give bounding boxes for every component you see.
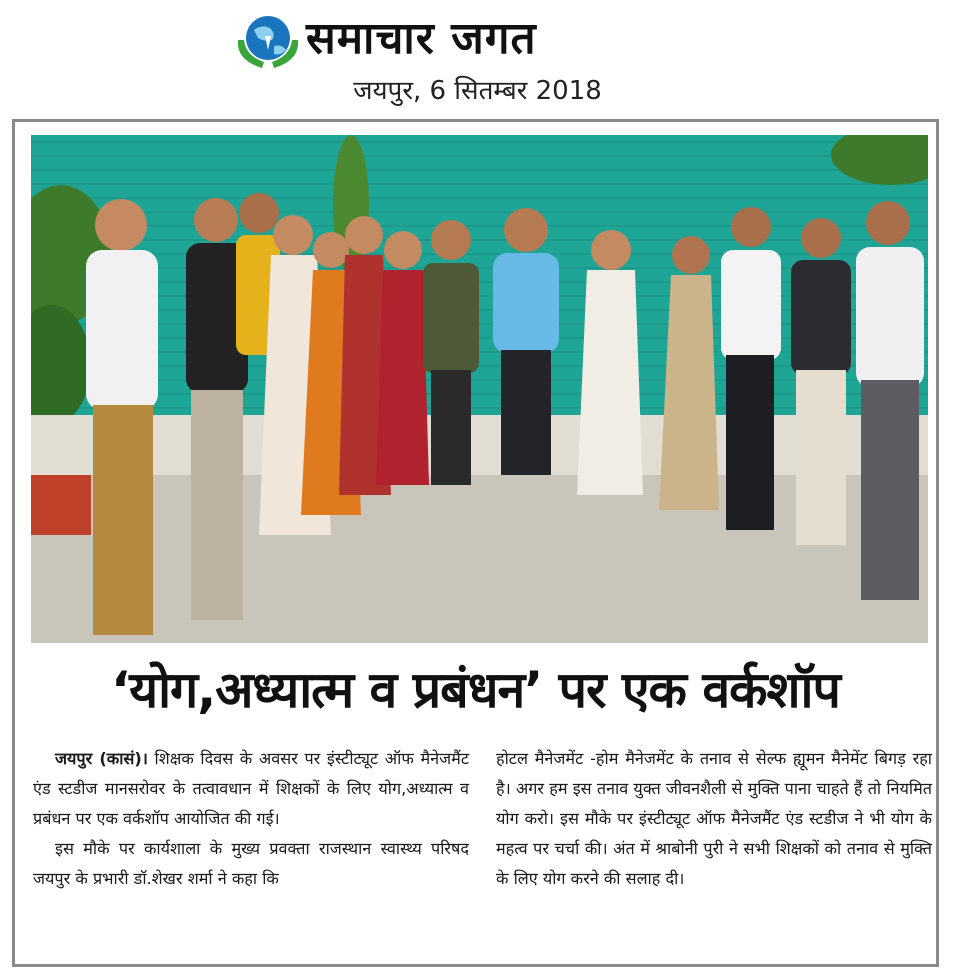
article-paragraph [33, 744, 469, 834]
article-right-column [496, 744, 932, 894]
newspaper-title: समाचार जगत [306, 13, 537, 64]
headline: ‘योग,अध्यात्म व प्रबंधन’ पर एक वर्कशॉप [111, 661, 840, 719]
news-clipping [12, 119, 939, 967]
article-left-column [33, 744, 469, 894]
edition-dateline: जयपुर, 6 सितम्बर 2018 [353, 76, 602, 106]
article-text: शिक्षक दिवस के अवसर पर इंस्टीट्यूट ऑफ मैनेजमैंट एंड स्टडीज मानसरोवर के तत्वावधान में शिक्षकों के लिए योग,अध्यात्म व प्रबंधन पर एक वर्कशॉप आयोजित की गई। [33, 749, 469, 828]
masthead [0, 6, 955, 118]
article-paragraph: इस मौके पर कार्यशाला के मुख्य प्रवक्ता राजस्थान स्वास्थ्य परिषद जयपुर के प्रभारी डॉ.शेखर शर्मा ने कहा कि [33, 839, 469, 888]
globe-hands-logo [232, 10, 304, 74]
article-dateline: जयपुर (कासं)। [55, 749, 148, 768]
group-photo [31, 135, 928, 643]
article-paragraph: होटल मैनेजमेंट -होम मैनेजमेंट के तनाव से सेल्फ ह्यूमन मैनेमेंट बिगड़ रहा है। अगर हम इस तनाव युक्त जीवनशैली से मुक्ति पाना चाहते हैं तो नियमित योग करो। इस मौके पर इंस्टीट्यूट ऑफ मैनेजमैंट एंड स्टडीज ने भी योग के महत्व पर चर्चा की। अंत में श्राबोनी पुरी ने सभी शिक्षकों को तनाव से मुक्ति के लिए योग करने की सलाह दी। [496, 749, 932, 888]
